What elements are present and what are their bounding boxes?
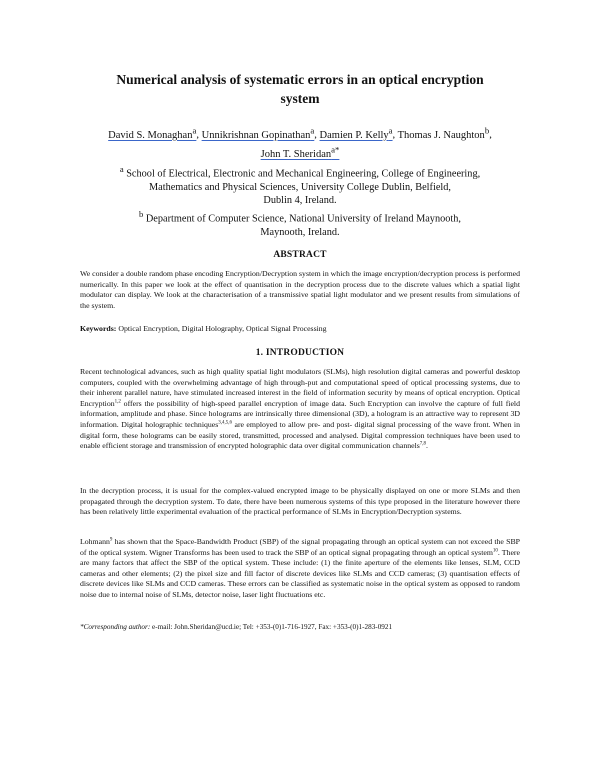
- corresponding-author-footnote: *Corresponding author: e-mail: John.Sheridan@ucd.ie; Tel: +353-(0)1-716-1927, Fax: +353-(0)1-283-0921: [80, 623, 393, 631]
- author-list: David S. Monaghan$^a$, Unnikrishnan Gopinathan$^a$, Damien P. Kelly$^a$, Thomas J. Naughton$^b$, John T. Sheridan$^{a*}$: [108, 125, 492, 160]
- keywords-text: Optical Encryption, Digital Holography, Optical Signal Processing: [118, 324, 327, 333]
- abstract-heading: ABSTRACT: [273, 250, 327, 260]
- author-monaghan[interactable]: David S. Monaghan$^a$: [108, 125, 197, 141]
- affiliation-a: $^a$ School of Electrical, Electronic and Mechanical Engineering, College of Engineering,: [119, 164, 481, 180]
- intro-paragraph-1: Recent technological advances, such as high quality spatial light modulators (SLMs), high resolution digital cameras and powerful desktop computers, coupled with the overwhelming advantage of high through-put and computational speed of optical processing systems, due to their inherent parallel nature, have stimulated increased interest in the field of information security by means of optical encryption. Optical Encryption$^{1,2}$ offers the possibility of high-speed parallel encryption of image data. Such Encryption can involve the capture of full field information, amplitude and phase. Since holograms are intrinsically three dimensional (3D), a hologram is an attractive way to represent 3D information. Digital holographic techniques$^{3,4,5,6}$ are employed to allow pre- and post- digital signal processing of the wave front. When in digital form, these holograms can be easily stored, transmitted, processed and analysed. Digital compression techniques have been used to enable efficient storage and transmission of encrypted holographic data over digital communication channels$^{7,8}$.: [80, 367, 520, 451]
- author-sheridan[interactable]: John T. Sheridan$^{a*}$: [260, 144, 340, 160]
- author-gopinathan[interactable]: Unnikrishnan Gopinathan$^a$: [201, 125, 315, 141]
- intro-paragraph-3: Lohmann$^9$ has shown that the Space-Bandwidth Product (SBP) of the signal propagating through an optical system can not exceed the SBP of the optical system. Wigner Transforms has been used to track the SBP of an optical signal propagating through an optical system$^{10}$. There are many factors that affect the SBP of the optical system. These include: (1) the finite aperture of the elements like lenses, SLM, CCD cameras and other elements; (2) the pixel size and fill factor of discrete devices like SLMs and CCD cameras; (3) quantisation effects of discrete devices like SLMs and CCD cameras. These errors can be classified as systematic noise in the optical system as opposed to random noise due to internal noise of SLMs, detector noise, laser light fluctuations etc.: [80, 537, 520, 599]
- author-naughton: Thomas J. Naughton$^b$: [397, 125, 490, 141]
- affiliation-b: $^b$ Department of Computer Science, National University of Ireland Maynooth,: [139, 208, 461, 225]
- keywords: [80, 324, 520, 335]
- intro-paragraph-2: In the decryption process, it is usual for the complex-valued encrypted image to be physically displayed on one or more SLMs and then propagated through the decryption system. To date, there have been numerous systems of this type proposed in the literature however there has been relatively little experimental evaluation of the practical performance of SLMs in Encryption/Decryption systems.: [80, 486, 520, 517]
- abstract-text: We consider a double random phase encoding Encryption/Decryption system in which the image encryption/decryption process is performed numerically. In this paper we look at the effect of quantisation in the decryption process due to the discrete values which a spatial light modulator can display. We look at the characterisation of a transmissive spatial light modulator and we present results from simulations of the system.: [80, 269, 520, 310]
- title-line-2: system: [280, 91, 320, 106]
- author-kelly[interactable]: Damien P. Kelly$^a$: [319, 125, 393, 141]
- introduction-heading: 1. INTRODUCTION: [255, 348, 345, 358]
- title-line-1: Numerical analysis of systematic errors in an optical encryption: [116, 72, 484, 87]
- affiliations: $^a$ School of Electrical, Electronic and Mechanical Engineering, College of Engineering, Mathematics and Physical Sciences, University College Dublin, Belfield, Dublin 4, Ireland. $^b$ Department of Computer Science, National University of Ireland Maynooth, Maynooth, Ireland.: [90, 163, 510, 239]
- paper-title: [90, 70, 510, 108]
- keywords-label: Keywords:: [80, 324, 117, 333]
